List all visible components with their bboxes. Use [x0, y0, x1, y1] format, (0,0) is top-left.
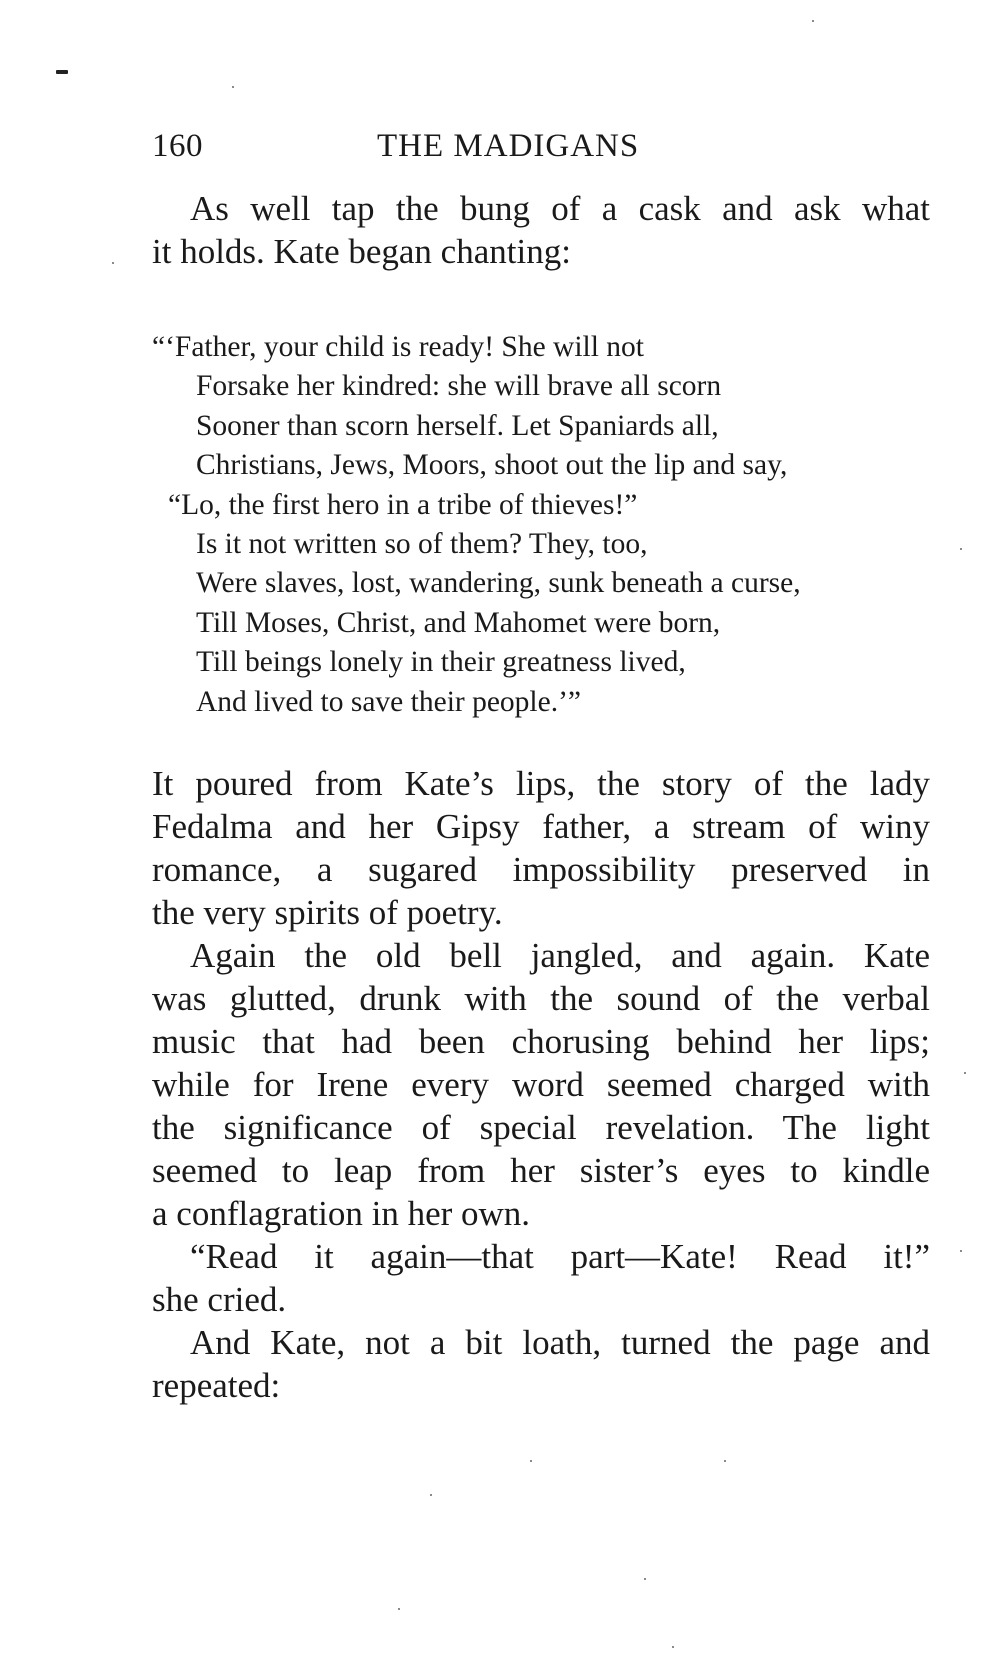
- page-number: 160: [152, 128, 203, 164]
- running-title: THE MADIGANS: [377, 128, 640, 164]
- text-line: the significance of special revelation. The light: [152, 1108, 930, 1147]
- text-line: “Read it again—that part—Kate! Read it!”: [190, 1237, 930, 1276]
- paper-speck: [812, 20, 814, 22]
- verse-line: And lived to save their people.’”: [196, 685, 582, 718]
- text-line: while for Irene every word seemed charged with: [152, 1065, 930, 1104]
- paper-speck: [960, 1250, 962, 1252]
- paragraph-4: [152, 1235, 930, 1321]
- paper-speck: [112, 262, 114, 264]
- text-line: music that had been chorusing behind her lips;: [152, 1022, 930, 1061]
- paper-speck: [964, 1072, 966, 1074]
- text-line: And Kate, not a bit loath, turned the page and: [190, 1323, 930, 1362]
- paragraph-3: [152, 934, 930, 1235]
- paragraph-1: [152, 187, 930, 273]
- verse-line: Is it not written so of them? They, too,: [196, 528, 648, 561]
- text-line: a conflagration in her own.: [152, 1194, 531, 1233]
- text-line: Fedalma and her Gipsy father, a stream of winy: [152, 807, 930, 846]
- text-line: it holds. Kate began chanting:: [152, 232, 571, 271]
- text-line: Again the old bell jangled, and again. Kate: [190, 936, 930, 975]
- verse-line: Till Moses, Christ, and Mahomet were born,: [196, 606, 721, 639]
- text-line: As well tap the bung of a cask and ask what: [190, 189, 930, 228]
- paragraph-5: [152, 1321, 930, 1407]
- paper-speck: [960, 548, 962, 550]
- text-line: romance, a sugared impossibility preserved in: [152, 850, 930, 889]
- verse-line: “‘Father, your child is ready! She will not: [152, 331, 645, 363]
- paragraph-2: [152, 762, 930, 934]
- verse-line: Were slaves, lost, wandering, sunk beneath a curse,: [196, 567, 801, 600]
- verse-line: Christians, Jews, Moors, shoot out the lip and say,: [196, 449, 788, 482]
- page-header: [152, 128, 932, 168]
- verse-line: “Lo, the first hero in a tribe of thieves!”: [168, 488, 638, 521]
- text-line: repeated:: [152, 1366, 281, 1405]
- paper-speck: [530, 1460, 532, 1462]
- text-line: was glutted, drunk with the sound of the verbal: [152, 979, 930, 1018]
- text-line: seemed to leap from her sister’s eyes to kindle: [152, 1151, 930, 1190]
- text-line: the very spirits of poetry.: [152, 893, 503, 932]
- paper-speck: [644, 1578, 646, 1580]
- verse-line: Sooner than scorn herself. Let Spaniards all,: [196, 409, 719, 442]
- text-line: It poured from Kate’s lips, the story of the lady: [152, 764, 930, 803]
- verse-line: Till beings lonely in their greatness lived,: [196, 646, 686, 679]
- verse-line: Forsake her kindred: she will brave all scorn: [196, 370, 722, 403]
- paper-speck: [398, 1608, 400, 1610]
- paper-speck: [724, 1460, 726, 1462]
- paper-speck: [430, 1494, 432, 1496]
- text-line: she cried.: [152, 1280, 287, 1319]
- print-mark: [56, 70, 68, 74]
- verse-block: [152, 328, 932, 722]
- paper-speck: [672, 1646, 674, 1648]
- paper-speck: [232, 86, 234, 88]
